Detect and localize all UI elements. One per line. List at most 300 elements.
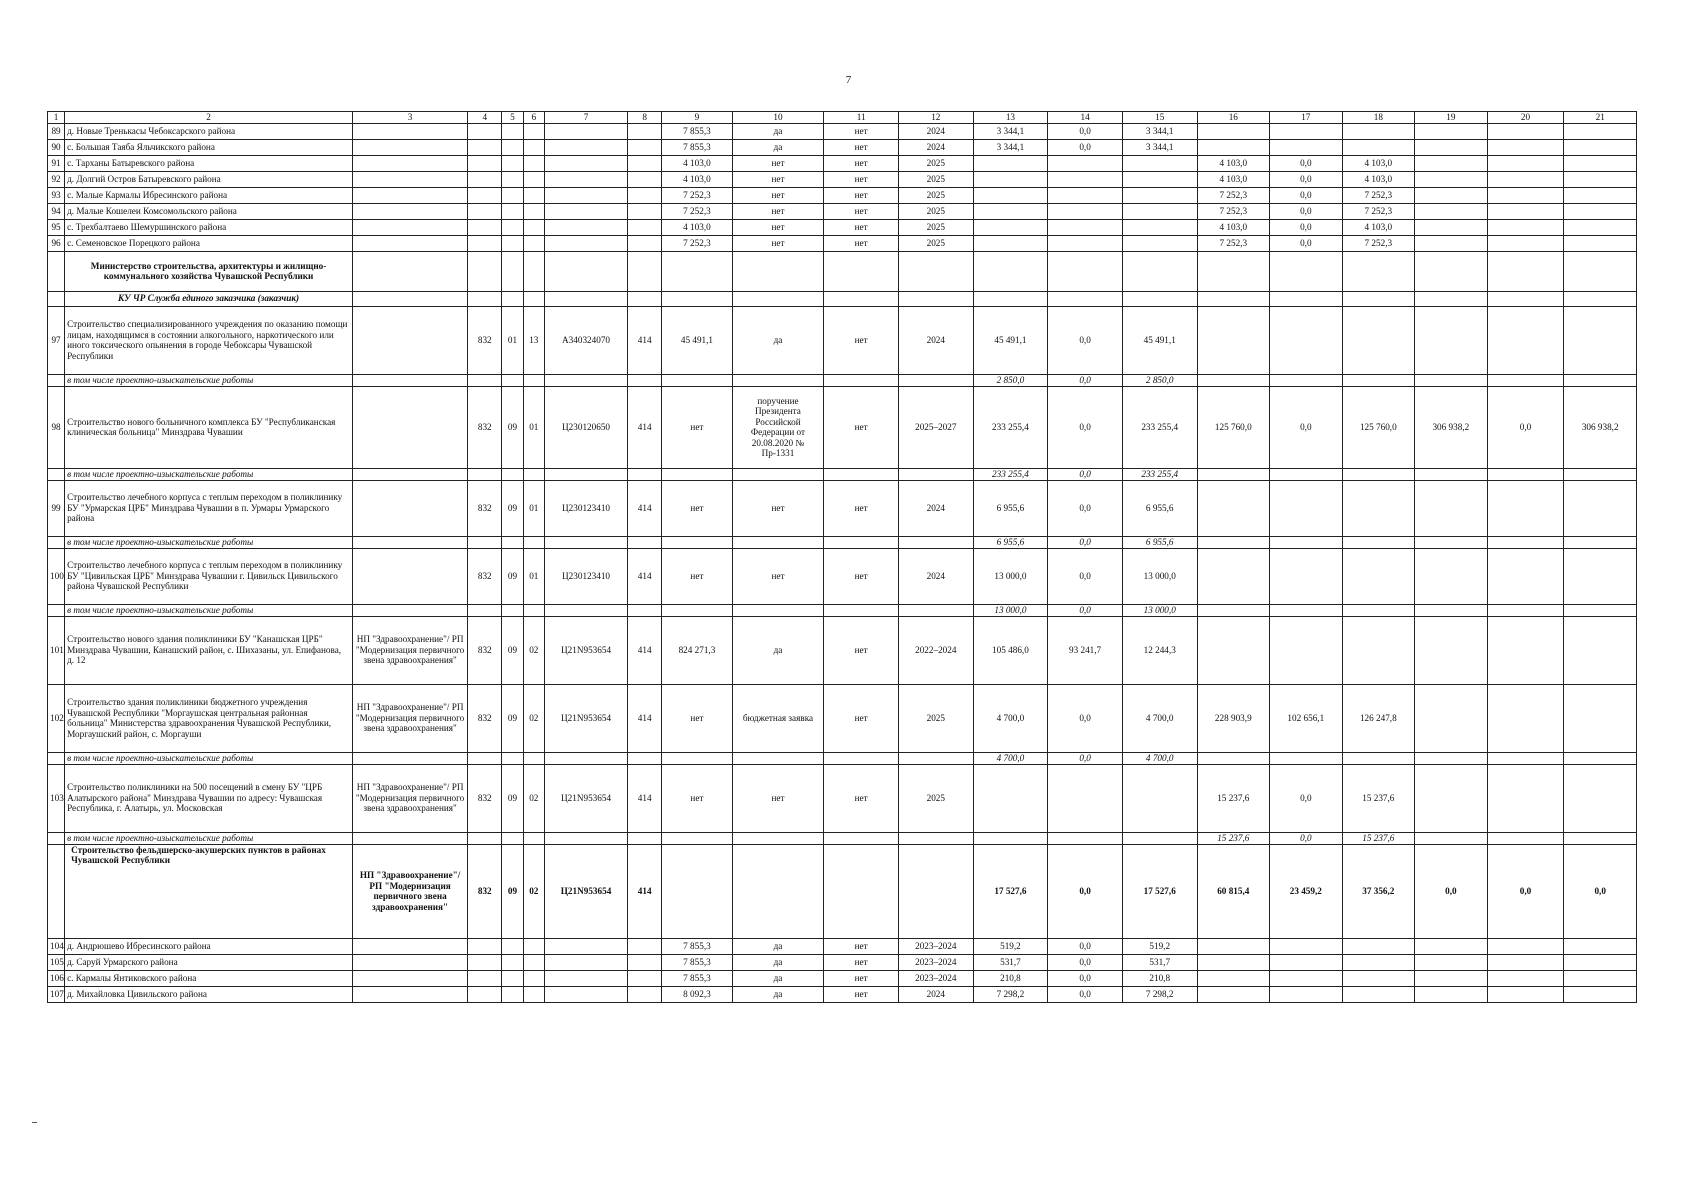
table-cell: [468, 938, 502, 954]
table-cell: [1487, 123, 1564, 139]
table-cell: [502, 752, 523, 764]
table-cell: [662, 752, 732, 764]
table-cell: 7 252,3: [662, 235, 732, 251]
table-cell: [1122, 203, 1197, 219]
table-cell: 3 344,1: [973, 123, 1048, 139]
table-cell: [353, 235, 468, 251]
table-cell: 0,0: [1048, 548, 1123, 604]
table-cell: [973, 155, 1048, 171]
table-cell: 19: [1415, 112, 1488, 124]
table-cell: [353, 203, 468, 219]
table-cell: [898, 752, 973, 764]
table-cell: 0,0: [1564, 844, 1637, 938]
table-cell: [1048, 832, 1123, 844]
table-cell: нет: [824, 684, 899, 752]
table-cell: [502, 155, 523, 171]
table-cell: [523, 970, 544, 986]
table-cell: 0,0: [1048, 123, 1123, 139]
table-cell: [523, 155, 544, 171]
table-cell: 0,0: [1048, 970, 1123, 986]
table-cell: Строительство специализированного учреждения по оказанию помощи лицам, находящимся в состоянии алкогольного, наркотического или иного токсического опьянения в городе Чебоксары Чувашской Республики: [65, 306, 353, 374]
table-cell: 6 955,6: [973, 536, 1048, 548]
table-cell: [1564, 306, 1637, 374]
table-row: [48, 171, 1637, 187]
table-cell: [1197, 938, 1270, 954]
table-cell: [353, 536, 468, 548]
table-cell: 15: [1122, 112, 1197, 124]
table-cell: [1564, 123, 1637, 139]
table-cell: [1487, 291, 1564, 306]
table-cell: 21: [1564, 112, 1637, 124]
table-cell: Ц230123410: [544, 480, 627, 536]
table-cell: нет: [824, 616, 899, 684]
table-cell: 7 252,3: [1197, 187, 1270, 203]
table-cell: [502, 986, 523, 1002]
table-cell: [1564, 155, 1637, 171]
table-cell: 306 938,2: [1415, 386, 1488, 468]
table-cell: [662, 604, 732, 616]
table-cell: 99: [48, 480, 65, 536]
table-cell: [732, 374, 824, 386]
table-cell: [1415, 604, 1488, 616]
table-cell: 17 527,6: [1122, 844, 1197, 938]
table-cell: 832: [468, 548, 502, 604]
table-cell: [502, 187, 523, 203]
table-cell: [1415, 291, 1488, 306]
table-cell: [1415, 548, 1488, 604]
table-cell: [1048, 764, 1123, 832]
table-cell: 17 527,6: [973, 844, 1048, 938]
table-cell: д. Новые Тренькасы Чебоксарского района: [65, 123, 353, 139]
table-cell: [1487, 536, 1564, 548]
table-cell: 01: [502, 306, 523, 374]
table-cell: [1564, 938, 1637, 954]
design-row: [48, 468, 1637, 480]
table-cell: [544, 752, 627, 764]
table-cell: [1342, 752, 1415, 764]
table-cell: [544, 970, 627, 986]
table-cell: нет: [824, 139, 899, 155]
table-cell: [1270, 954, 1343, 970]
table-cell: [1564, 468, 1637, 480]
table-cell: 2025: [898, 171, 973, 187]
table-cell: [1197, 139, 1270, 155]
table-cell: [544, 187, 627, 203]
table-cell: [544, 139, 627, 155]
table-cell: 0,0: [1487, 386, 1564, 468]
table-cell: [662, 536, 732, 548]
table-cell: 4 103,0: [1342, 155, 1415, 171]
table-cell: 7 252,3: [1197, 203, 1270, 219]
table-cell: [1048, 235, 1123, 251]
table-cell: [1270, 306, 1343, 374]
table-cell: 306 938,2: [1564, 386, 1637, 468]
table-cell: 126 247,8: [1342, 684, 1415, 752]
table-cell: [1415, 235, 1488, 251]
table-cell: 7 855,3: [662, 954, 732, 970]
table-cell: [662, 374, 732, 386]
design-row: [48, 536, 1637, 548]
table-row: [48, 155, 1637, 171]
table-cell: 832: [468, 616, 502, 684]
table-cell: [1415, 480, 1488, 536]
table-cell: Строительство лечебного корпуса с теплым переходом в поликлинику БУ "Цивильская ЦРБ" Минздрава Чувашии г. Цивильск Цивильского района Чувашской Республики: [65, 548, 353, 604]
table-cell: 2024: [898, 123, 973, 139]
table-cell: [353, 986, 468, 1002]
table-cell: [502, 291, 523, 306]
table-cell: [48, 832, 65, 844]
table-cell: [468, 187, 502, 203]
table-cell: [898, 832, 973, 844]
table-cell: [662, 251, 732, 291]
table-cell: 414: [628, 764, 662, 832]
table-cell: нет: [824, 970, 899, 986]
table-cell: [628, 291, 662, 306]
table-cell: 2024: [898, 986, 973, 1002]
table-cell: [1197, 468, 1270, 480]
table-cell: [898, 291, 973, 306]
table-cell: 102: [48, 684, 65, 752]
table-cell: [1270, 291, 1343, 306]
table-cell: 90: [48, 139, 65, 155]
table-cell: [732, 536, 824, 548]
table-cell: 7 855,3: [662, 139, 732, 155]
table-cell: [1270, 123, 1343, 139]
design-row: [48, 832, 1637, 844]
table-cell: [1564, 203, 1637, 219]
table-cell: 45 491,1: [973, 306, 1048, 374]
project-row: [48, 684, 1637, 752]
table-row: [48, 123, 1637, 139]
table-cell: [1415, 684, 1488, 752]
table-cell: [468, 291, 502, 306]
table-row: [48, 187, 1637, 203]
page-number: 7: [845, 74, 852, 86]
table-cell: [1048, 203, 1123, 219]
table-cell: 210,8: [973, 970, 1048, 986]
table-cell: [353, 219, 468, 235]
table-cell: [1564, 291, 1637, 306]
table-row: [48, 970, 1637, 986]
table-cell: 2022–2024: [898, 616, 973, 684]
table-cell: [544, 171, 627, 187]
table-cell: 92: [48, 171, 65, 187]
table-cell: 3 344,1: [1122, 139, 1197, 155]
table-cell: [353, 291, 468, 306]
table-cell: [502, 374, 523, 386]
table-cell: 5: [502, 112, 523, 124]
table-cell: 13: [973, 112, 1048, 124]
table-cell: [523, 139, 544, 155]
table-cell: [1415, 616, 1488, 684]
table-cell: [48, 844, 65, 938]
table-cell: нет: [824, 123, 899, 139]
table-cell: [523, 123, 544, 139]
table-cell: [523, 832, 544, 844]
table-cell: 832: [468, 844, 502, 938]
table-cell: [468, 374, 502, 386]
table-cell: нет: [824, 386, 899, 468]
table-cell: [1415, 306, 1488, 374]
table-cell: 93 241,7: [1048, 616, 1123, 684]
table-cell: [353, 123, 468, 139]
table-cell: Ц21N953654: [544, 844, 627, 938]
table-cell: [973, 291, 1048, 306]
table-cell: 2024: [898, 306, 973, 374]
table-cell: [824, 536, 899, 548]
table-cell: [1197, 604, 1270, 616]
table-cell: 106: [48, 970, 65, 986]
table-cell: 0,0: [1048, 954, 1123, 970]
table-cell: 100: [48, 548, 65, 604]
table-cell: 7 855,3: [662, 938, 732, 954]
table-cell: [1564, 235, 1637, 251]
table-cell: [1197, 752, 1270, 764]
table-cell: нет: [732, 548, 824, 604]
table-cell: нет: [824, 954, 899, 970]
table-cell: [1342, 468, 1415, 480]
table-cell: 98: [48, 386, 65, 468]
table-cell: Строительство поликлиники на 500 посещений в смену БУ "ЦРБ Алатырского района" Минздрава Чувашии по адресу: Чувашская Республика, г. Алатырь, ул. Московская: [65, 764, 353, 832]
table-row: [48, 954, 1637, 970]
table-cell: [824, 291, 899, 306]
table-cell: 4 103,0: [662, 171, 732, 187]
table-cell: [1487, 684, 1564, 752]
table-cell: 0,0: [1048, 604, 1123, 616]
table-cell: нет: [732, 187, 824, 203]
table-cell: [1487, 139, 1564, 155]
table-cell: [523, 954, 544, 970]
table-cell: 531,7: [973, 954, 1048, 970]
table-cell: с. Семеновское Порецкого района: [65, 235, 353, 251]
table-cell: [1048, 155, 1123, 171]
table-cell: [544, 155, 627, 171]
table-cell: [1564, 986, 1637, 1002]
table-cell: [898, 374, 973, 386]
table-cell: д. Андрюшево Ибресинского района: [65, 938, 353, 954]
table-cell: [898, 251, 973, 291]
customer-title: КУ ЧР Служба единого заказчика (заказчик): [65, 291, 353, 306]
table-cell: [544, 986, 627, 1002]
table-cell: [628, 251, 662, 291]
table-cell: [353, 139, 468, 155]
table-cell: [1048, 251, 1123, 291]
table-cell: [1342, 291, 1415, 306]
table-cell: 2025: [898, 764, 973, 832]
table-cell: [1487, 374, 1564, 386]
table-cell: [468, 752, 502, 764]
table-cell: [544, 604, 627, 616]
table-cell: 0,0: [1048, 386, 1123, 468]
table-cell: Ц21N953654: [544, 684, 627, 752]
table-cell: 414: [628, 386, 662, 468]
table-cell: [1342, 616, 1415, 684]
table-cell: д. Долгий Остров Батыревского района: [65, 171, 353, 187]
table-cell: бюджетная заявка: [732, 684, 824, 752]
table-cell: [1197, 548, 1270, 604]
table-cell: д. Малые Кошелеи Комсомольского района: [65, 203, 353, 219]
table-cell: [1342, 548, 1415, 604]
table-cell: [824, 251, 899, 291]
table-cell: [1415, 536, 1488, 548]
table-cell: 94: [48, 203, 65, 219]
table-cell: 233 255,4: [973, 468, 1048, 480]
table-cell: [1564, 970, 1637, 986]
table-cell: [1487, 938, 1564, 954]
table-cell: [628, 203, 662, 219]
table-cell: [468, 139, 502, 155]
table-cell: 0,0: [1048, 374, 1123, 386]
table-cell: 233 255,4: [973, 386, 1048, 468]
table-cell: 02: [523, 684, 544, 752]
table-cell: [1415, 123, 1488, 139]
table-cell: [973, 251, 1048, 291]
table-cell: 1: [48, 112, 65, 124]
table-cell: [898, 844, 973, 938]
table-cell: [1487, 970, 1564, 986]
table-cell: [544, 291, 627, 306]
table-cell: [1197, 374, 1270, 386]
table-cell: НП "Здравоохранение"/ РП "Модернизация первичного звена здравоохранения": [353, 616, 468, 684]
table-cell: [732, 604, 824, 616]
table-cell: [523, 171, 544, 187]
table-cell: 0,0: [1487, 844, 1564, 938]
table-cell: [732, 752, 824, 764]
table-cell: 0,0: [1270, 187, 1343, 203]
table-cell: [1564, 764, 1637, 832]
table-cell: 7 855,3: [662, 970, 732, 986]
table-cell: 832: [468, 306, 502, 374]
table-cell: [523, 187, 544, 203]
table-cell: Строительство здания поликлиники бюджетного учреждения Чувашской Республики "Моргаушская центральная районная больница" Министерства здравоохранения Чувашской Республики, Моргаушский район, с. Моргауши: [65, 684, 353, 752]
table-row: [48, 986, 1637, 1002]
table-cell: 0,0: [1048, 844, 1123, 938]
table-cell: [468, 832, 502, 844]
table-cell: нет: [824, 235, 899, 251]
table-cell: [48, 604, 65, 616]
table-cell: [502, 139, 523, 155]
fap-row: [48, 844, 1637, 938]
table-cell: [1342, 970, 1415, 986]
table-cell: 7 298,2: [1122, 986, 1197, 1002]
budget-table-sheet: [47, 111, 1637, 1003]
table-cell: [1487, 235, 1564, 251]
table-cell: [1197, 970, 1270, 986]
customer-row: [48, 291, 1637, 306]
table-cell: нет: [824, 219, 899, 235]
table-cell: 2025: [898, 203, 973, 219]
table-row: [48, 235, 1637, 251]
table-cell: [523, 251, 544, 291]
table-cell: [1415, 954, 1488, 970]
table-cell: 210,8: [1122, 970, 1197, 986]
table-cell: [1197, 251, 1270, 291]
table-cell: 6 955,6: [973, 480, 1048, 536]
table-cell: [523, 986, 544, 1002]
project-row: [48, 764, 1637, 832]
table-cell: 09: [502, 684, 523, 752]
table-cell: 9: [662, 112, 732, 124]
table-cell: в том числе проектно-изыскательские работы: [65, 604, 353, 616]
table-cell: 37 356,2: [1342, 844, 1415, 938]
table-cell: [1342, 954, 1415, 970]
table-cell: 0,0: [1048, 938, 1123, 954]
table-cell: 2025: [898, 235, 973, 251]
table-cell: [1487, 171, 1564, 187]
table-cell: [353, 548, 468, 604]
table-cell: [468, 468, 502, 480]
table-cell: 824 271,3: [662, 616, 732, 684]
table-cell: [1564, 954, 1637, 970]
table-cell: с. Трехбалтаево Шемуршинского района: [65, 219, 353, 235]
table-cell: [1048, 171, 1123, 187]
table-cell: 13 000,0: [973, 548, 1048, 604]
table-cell: 96: [48, 235, 65, 251]
table-cell: да: [732, 938, 824, 954]
table-cell: [1342, 480, 1415, 536]
table-cell: 12 244,3: [1122, 616, 1197, 684]
table-cell: 832: [468, 386, 502, 468]
table-cell: [973, 171, 1048, 187]
table-cell: [1564, 752, 1637, 764]
table-cell: Строительство нового здания поликлиники БУ "Канашская ЦРБ" Минздрава Чувашии, Канашский район, с. Шихазаны, ул. Епифанова, д. 12: [65, 616, 353, 684]
table-cell: [523, 291, 544, 306]
table-cell: да: [732, 970, 824, 986]
table-cell: [523, 235, 544, 251]
project-row: [48, 616, 1637, 684]
table-cell: Строительство нового больничного комплекса БУ "Республиканская клиническая больница" Минздрава Чувашии: [65, 386, 353, 468]
table-cell: [1122, 251, 1197, 291]
table-cell: 15 237,6: [1342, 764, 1415, 832]
table-cell: [353, 954, 468, 970]
table-cell: да: [732, 616, 824, 684]
table-cell: [628, 954, 662, 970]
table-cell: [544, 832, 627, 844]
table-cell: 7 252,3: [662, 187, 732, 203]
table-cell: 0,0: [1048, 684, 1123, 752]
table-cell: в том числе проектно-изыскательские работы: [65, 752, 353, 764]
table-cell: [1197, 954, 1270, 970]
table-cell: [1415, 832, 1488, 844]
table-cell: [973, 235, 1048, 251]
table-cell: 17: [1270, 112, 1343, 124]
table-cell: да: [732, 954, 824, 970]
table-cell: в том числе проектно-изыскательские работы: [65, 832, 353, 844]
table-cell: 0,0: [1048, 139, 1123, 155]
table-cell: [1415, 970, 1488, 986]
table-cell: [1342, 251, 1415, 291]
table-cell: [48, 752, 65, 764]
table-cell: 4 103,0: [662, 155, 732, 171]
table-cell: [1342, 374, 1415, 386]
table-cell: 7: [544, 112, 627, 124]
table-cell: 0,0: [1048, 480, 1123, 536]
table-cell: 414: [628, 480, 662, 536]
table-cell: [1122, 291, 1197, 306]
table-cell: [1197, 291, 1270, 306]
ministry-row: [48, 251, 1637, 291]
table-cell: [1122, 764, 1197, 832]
table-cell: [1564, 251, 1637, 291]
table-cell: нет: [732, 480, 824, 536]
table-cell: [502, 970, 523, 986]
table-cell: 13 000,0: [1122, 548, 1197, 604]
table-cell: нет: [824, 187, 899, 203]
table-cell: 4 700,0: [1122, 752, 1197, 764]
table-cell: 0,0: [1270, 764, 1343, 832]
table-cell: [468, 123, 502, 139]
table-cell: [468, 171, 502, 187]
